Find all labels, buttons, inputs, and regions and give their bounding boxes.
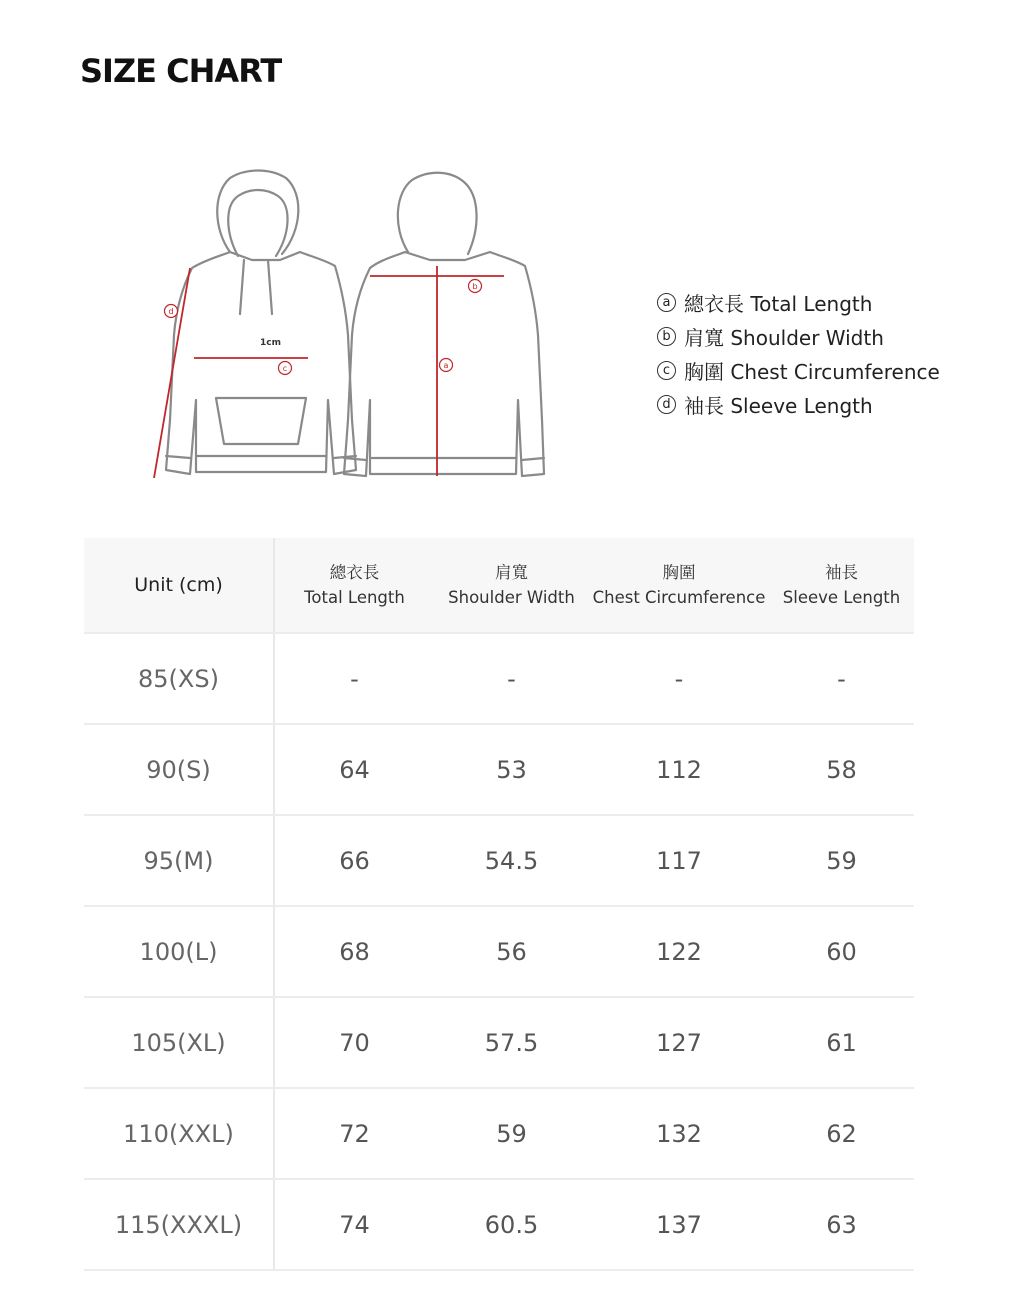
- front-pocket: [216, 398, 306, 444]
- sleeve-length-cell: 58: [769, 724, 914, 815]
- header-shoulder-width: [434, 538, 589, 633]
- sleeve-length-line: [154, 268, 190, 478]
- header-en: Total Length: [304, 588, 405, 607]
- total-length-cell: 68: [274, 906, 434, 997]
- legend-mark-a: a: [657, 293, 676, 312]
- sleeve-length-cell: 59: [769, 815, 914, 906]
- unit-header: Unit (cm): [84, 538, 274, 633]
- total-length-cell: 64: [274, 724, 434, 815]
- legend-label: 總衣長 Total Length: [684, 291, 873, 316]
- size-label: 95(M): [84, 815, 274, 906]
- front-drawstring-right: [268, 260, 272, 314]
- back-cuff-left: [344, 458, 366, 460]
- shoulder-width-cell: 56: [434, 906, 589, 997]
- mark-c-label: c: [282, 364, 288, 373]
- size-label: 90(S): [84, 724, 274, 815]
- chest-circumference-cell: -: [589, 633, 769, 724]
- mark-b-label: b: [472, 282, 478, 291]
- header-chest-circumference: [589, 538, 769, 633]
- legend-item-chest-circumference: [657, 353, 940, 387]
- header-zh: 袖長: [825, 563, 858, 582]
- size-label: 110(XXL): [84, 1088, 274, 1179]
- sleeve-length-cell: 62: [769, 1088, 914, 1179]
- size-label: 100(L): [84, 906, 274, 997]
- chest-circumference-cell: 127: [589, 997, 769, 1088]
- legend-item-shoulder-width: [657, 319, 940, 353]
- total-length-cell: 66: [274, 815, 434, 906]
- shoulder-width-cell: 60.5: [434, 1179, 589, 1270]
- table-row: [84, 1179, 914, 1270]
- mark-a-label: a: [443, 361, 449, 370]
- legend-label: 肩寬 Shoulder Width: [684, 325, 884, 350]
- legend-mark-d: d: [657, 395, 676, 414]
- front-hoodie-body: [166, 252, 356, 474]
- table-row: [84, 724, 914, 815]
- page-title: SIZE CHART: [80, 52, 282, 90]
- shoulder-width-cell: 53: [434, 724, 589, 815]
- table-header-row: [84, 538, 914, 633]
- back-cuff-right: [522, 458, 544, 460]
- legend-label: 袖長 Sleeve Length: [684, 393, 873, 418]
- sleeve-length-cell: -: [769, 633, 914, 724]
- legend-mark-c: c: [657, 361, 676, 380]
- legend-label: 胸圍 Chest Circumference: [684, 359, 940, 384]
- front-hood-opening: [228, 190, 287, 256]
- chest-circumference-cell: 122: [589, 906, 769, 997]
- table-row: [84, 1088, 914, 1179]
- chest-circumference-cell: 137: [589, 1179, 769, 1270]
- size-table: [84, 538, 914, 1271]
- measurement-legend: [657, 285, 940, 421]
- header-en: Shoulder Width: [448, 588, 575, 607]
- legend-mark-b: b: [657, 327, 676, 346]
- header-sleeve-length: [769, 538, 914, 633]
- total-length-cell: -: [274, 633, 434, 724]
- header-zh: 肩寬: [495, 563, 528, 582]
- shoulder-width-cell: -: [434, 633, 589, 724]
- illustration-note: 1cm: [260, 338, 281, 348]
- legend-item-total-length: [657, 285, 940, 319]
- total-length-cell: 70: [274, 997, 434, 1088]
- chest-circumference-cell: 112: [589, 724, 769, 815]
- mark-d-label: d: [168, 307, 174, 316]
- table-row: [84, 997, 914, 1088]
- table-row: [84, 906, 914, 997]
- header-zh: 總衣長: [329, 563, 380, 582]
- size-label: 105(XL): [84, 997, 274, 1088]
- size-label: 85(XS): [84, 633, 274, 724]
- header-total-length: [274, 538, 434, 633]
- front-cuff-left: [166, 456, 190, 458]
- sleeve-length-cell: 61: [769, 997, 914, 1088]
- legend-item-sleeve-length: [657, 387, 940, 421]
- header-zh: 胸圍: [662, 563, 696, 582]
- back-hood: [398, 173, 477, 254]
- sleeve-length-cell: 63: [769, 1179, 914, 1270]
- total-length-cell: 72: [274, 1088, 434, 1179]
- chest-circumference-cell: 132: [589, 1088, 769, 1179]
- hoodie-measurement-illustration: [130, 160, 550, 490]
- header-en: Chest Circumference: [592, 588, 766, 607]
- sleeve-length-cell: 60: [769, 906, 914, 997]
- table-row: [84, 815, 914, 906]
- table-row: [84, 633, 914, 724]
- chest-circumference-cell: 117: [589, 815, 769, 906]
- front-drawstring-left: [240, 260, 244, 314]
- shoulder-width-cell: 57.5: [434, 997, 589, 1088]
- total-length-cell: 74: [274, 1179, 434, 1270]
- size-label: 115(XXXL): [84, 1179, 274, 1270]
- shoulder-width-cell: 59: [434, 1088, 589, 1179]
- header-en: Sleeve Length: [782, 588, 901, 607]
- shoulder-width-cell: 54.5: [434, 815, 589, 906]
